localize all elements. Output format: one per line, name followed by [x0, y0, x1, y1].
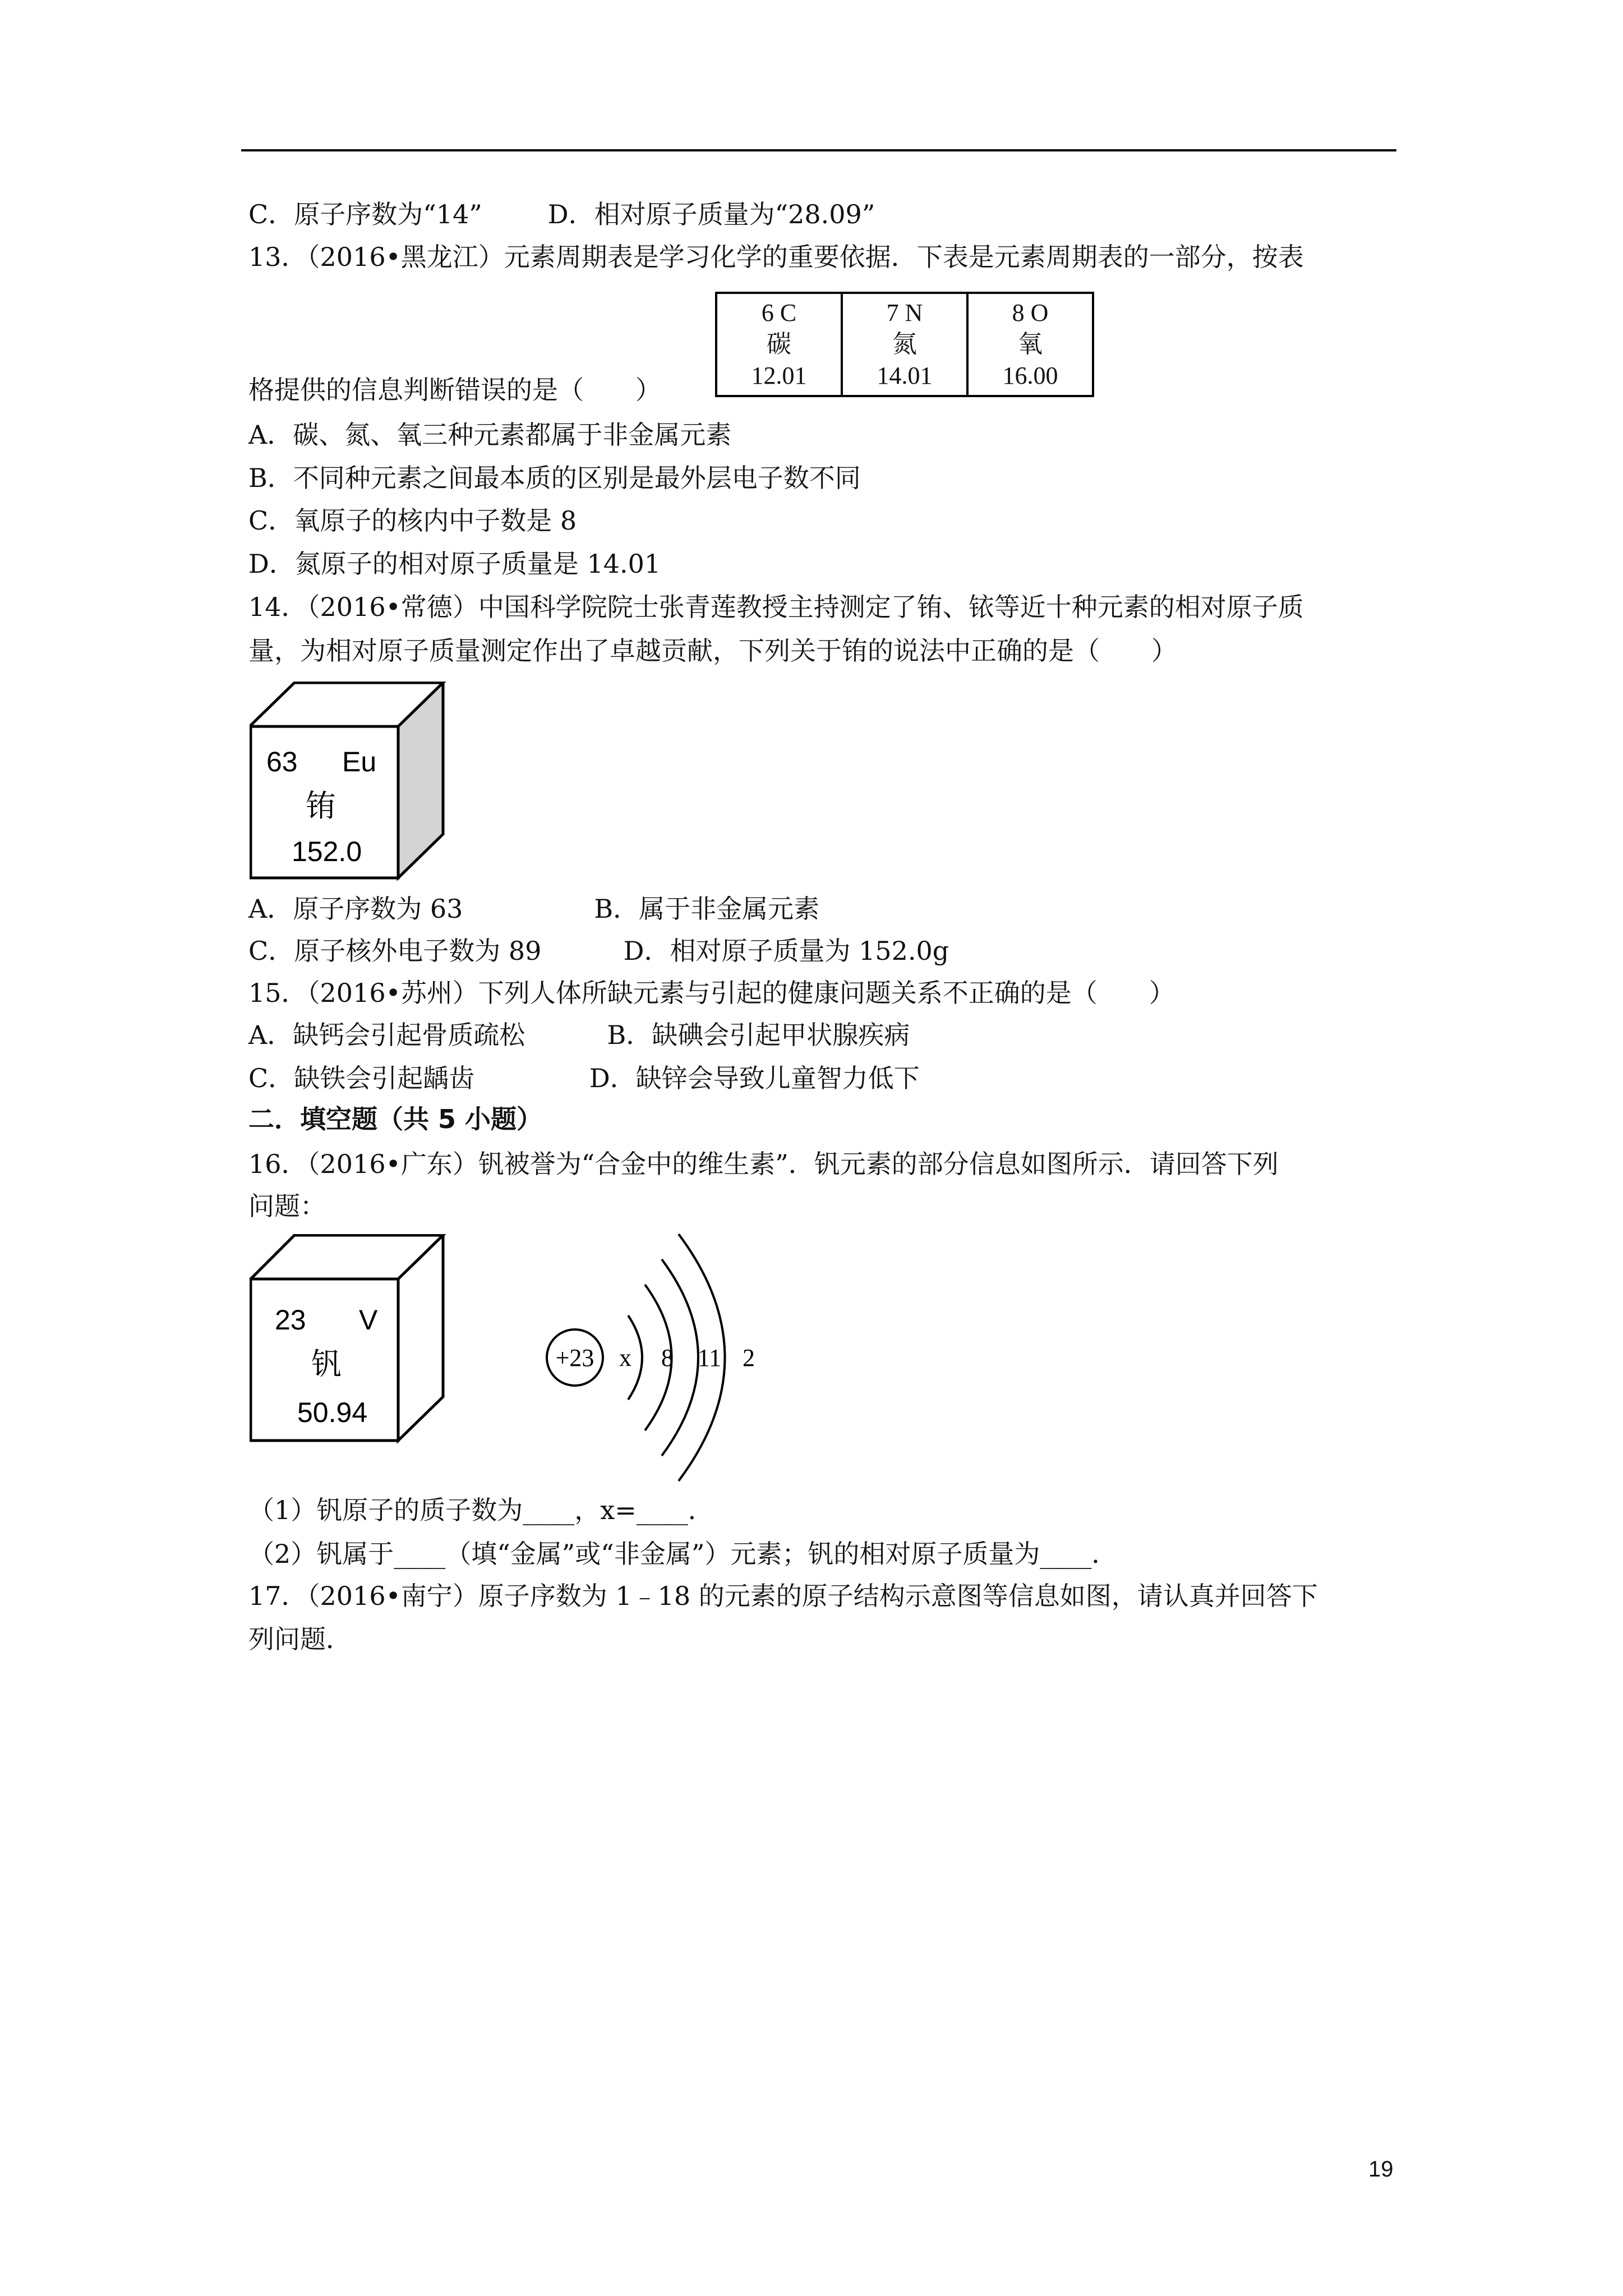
header-rule: [241, 149, 1396, 151]
cell-number-symbol: 7 N: [886, 299, 923, 326]
q13-option-c: C．氧原子的核内中子数是 8: [248, 505, 577, 536]
europium-element-cube: [250, 682, 451, 881]
q16-subquestion-1: （1）钒原子的质子数为____，x=____．: [248, 1495, 714, 1525]
q14-stem-line2: 量，为相对原子质量测定作出了卓越贡献，下列关于铕的说法中正确的是（ ）: [248, 636, 1177, 666]
shell-electrons-1: x: [619, 1344, 631, 1372]
ptable-cell-carbon: [716, 293, 842, 396]
cell-mass: 12.01: [751, 362, 807, 389]
section-heading-fill-blank: 二．填空题（共 5 小题）: [248, 1104, 543, 1134]
cell-element-name: 碳: [767, 330, 791, 358]
ptable-cell-oxygen: [967, 293, 1093, 396]
cell-element-name: 氮: [892, 330, 917, 358]
vanadium-element-cube: [250, 1234, 451, 1444]
q15-options-cd: C．缺铁会引起龋齿 D．缺锌会导致儿童智力低下: [248, 1063, 920, 1093]
element-name: 钒: [311, 1346, 342, 1382]
q13-option-a: A．碳、氮、氧三种元素都属于非金属元素: [248, 420, 732, 450]
q12-options-cd: C．原子序数为“14” D．相对原子质量为“28.09”: [248, 199, 875, 229]
q17-stem-line1: 17．（2016•南宁）原子序数为 1﹣18 的元素的原子结构示意图等信息如图，请认真并回答下: [248, 1581, 1318, 1611]
shell-electrons-4: 2: [743, 1344, 755, 1372]
q14-options-ab: A．原子序数为 63 B．属于非金属元素: [248, 894, 820, 924]
q13-stem-line1: 13．（2016•黑龙江）元素周期表是学习化学的重要依据．下表是元素周期表的一部分，按表: [248, 242, 1304, 272]
q13-option-b: B．不同种元素之间最本质的区别是最外层电子数不同: [248, 463, 861, 493]
cell-mass: 14.01: [877, 362, 933, 389]
q15-stem: 15．（2016•苏州）下列人体所缺元素与引起的健康问题关系不正确的是（ ）: [248, 978, 1175, 1008]
q17-stem-line2: 列问题．: [248, 1624, 352, 1654]
q13-stem-line2: 格提供的信息判断错误的是（ ）: [248, 375, 661, 405]
q15-options-ab: A．缺钙会引起骨质疏松 B．缺碘会引起甲状腺疾病: [248, 1020, 910, 1050]
cell-mass: 16.00: [1002, 362, 1058, 389]
q14-stem-line1: 14．（2016•常德）中国科学院院士张青莲教授主持测定了铕、铱等近十种元素的相对原子质: [248, 592, 1304, 622]
cell-number-symbol: 8 O: [1012, 299, 1049, 326]
q14-options-cd: C．原子核外电子数为 89 D．相对原子质量为 152.0g: [248, 936, 949, 966]
periodic-table-strip: [715, 292, 1094, 397]
nucleus-charge: +23: [555, 1344, 594, 1372]
page-number: 19: [1368, 2157, 1394, 2182]
vanadium-atom-structure-diagram: [538, 1223, 774, 1487]
atomic-mass: 152.0: [292, 836, 362, 867]
element-symbol: V: [359, 1304, 378, 1336]
element-name: 铕: [306, 788, 336, 823]
shell-electrons-2: 8: [661, 1344, 674, 1372]
atomic-number: 23: [275, 1304, 306, 1336]
q16-stem-line2: 问题：: [248, 1191, 326, 1221]
q16-stem-line1: 16．（2016•广东）钒被誉为“合金中的维生素”．钒元素的部分信息如图所示．请回答下列: [248, 1149, 1279, 1179]
ptable-cell-nitrogen: [842, 293, 967, 396]
element-symbol: Eu: [342, 746, 377, 777]
q16-subquestion-2: （2）钒属于____（填“金属”或“非金属”）元素；钒的相对原子质量为____．: [248, 1539, 1118, 1569]
atomic-mass: 50.94: [297, 1397, 368, 1428]
atomic-number: 63: [266, 746, 298, 777]
cell-element-name: 氧: [1018, 330, 1043, 358]
cell-number-symbol: 6 C: [761, 299, 797, 326]
q13-option-d: D．氮原子的相对原子质量是 14.01: [248, 549, 661, 579]
shell-electrons-3: 11: [697, 1344, 722, 1372]
